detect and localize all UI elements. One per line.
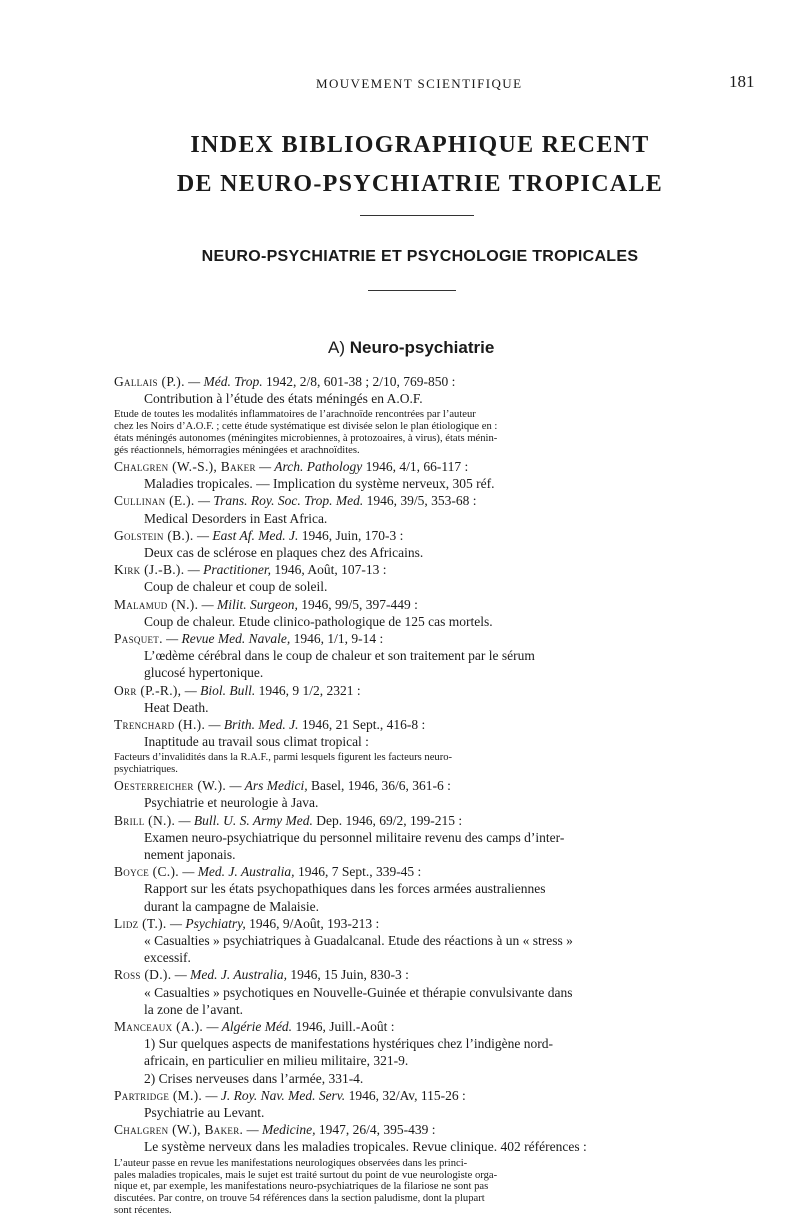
entry-title-line: Contribution à l’étude des états méningés en A.O.F. [144,391,423,407]
entry-author: Kirk (J.-B.). [114,562,185,578]
entry-heading [114,493,476,509]
entry-abstract-line: Etude de toutes les modalités inflammatoires de l’arachnoïde rencontrées par l’auteur [114,409,476,421]
entry-author: Chalgren (W.), Baker. [114,1122,244,1138]
entry-title-line: Psychiatrie et neurologie à Java. [144,795,319,811]
subtitle-divider [368,290,456,291]
entry-heading [114,778,451,794]
entry-author: Pasquet. [114,631,163,646]
entry-citation: 1946, 9 1/2, 2321 : [258,682,361,698]
entry-abstract-line: pales maladies tropicales, mais le sujet est traité surtout du point de vue neurologiste orga- [114,1169,498,1181]
entry-heading [114,1088,466,1104]
entry-author: Boyce (C.). [114,864,179,880]
entry-heading [114,967,409,983]
entry-citation: 1946, 15 Juin, 830-3 : [290,967,409,983]
subtitle: NEURO-PSYCHIATRIE ET PSYCHOLOGIE TROPICALES [201,248,639,265]
entry-journal: — Bull. U. S. Army Med. [178,812,313,828]
running-head: MOUVEMENT SCIENTIFIQUE [316,76,523,91]
entry-title-line: L’œdème cérébral dans le coup de chaleur et son traitement par le sérum [144,648,535,664]
entry-abstract-line: gés réactionnels, hémorragies méningées et arachnoïdites. [114,445,360,457]
entry-citation: 1946, 1/1, 9-14 : [293,631,384,646]
entry-journal: — Ars Medici, [229,778,308,794]
index-title-line-1: INDEX BIBLIOGRAPHIQUE RECENT [190,132,650,158]
entry-heading [114,864,421,880]
entry-author: Oesterreicher (W.). [114,778,227,794]
entry-author: Ross (D.). [114,967,172,983]
entry-journal: — East Af. Med. J. [196,527,299,543]
entry-heading [114,916,379,932]
entry-abstract-line: Facteurs d’invalidités dans la R.A.F., parmi lesquels figurent les facteurs neuro- [114,752,453,764]
entry-title-line: la zone de l’avant. [144,1001,243,1017]
entry-heading [114,683,361,699]
entry-title-line: Le système nerveux dans les maladies tropicales. Revue clinique. 402 références : [144,1139,587,1155]
entry-author: Chalgren (W.-S.), Baker [114,459,256,474]
entry-heading [114,631,383,647]
entry-citation: 1946, 32/Av, 115-26 : [348,1087,466,1103]
entry-author: Golstein (B.). [114,527,194,543]
entry-title-line: Rapport sur les états psychopathiques dans les forces armées australiennes [144,881,546,897]
entry-heading [114,1122,436,1138]
entry-citation: 1942, 2/8, 601-38 ; 2/10, 769-850 : [266,374,456,389]
entry-title-line: Examen neuro-psychiatrique du personnel militaire revenu des camps d’inter- [144,829,565,845]
entry-title-line: africain, en particulier en milieu militaire, 321-9. [144,1053,409,1069]
entry-journal: — Méd. Trop. [188,374,263,389]
entry-journal: — Med. J. Australia, [174,967,288,983]
section-letter: A) [328,338,345,357]
entry-title-line: « Casualties » psychiatriques à Guadalcanal. Etude des réactions à un « stress » [144,933,573,948]
entry-journal: — Medicine, [246,1122,316,1138]
entry-journal: — Brith. Med. J. [208,717,299,732]
entry-heading [114,813,462,829]
title-divider [360,215,474,216]
entry-heading [114,459,468,475]
entry-citation: Dep. 1946, 69/2, 199-215 : [316,812,463,828]
entry-title-line: 2) Crises nerveuses dans l’armée, 331-4. [144,1070,364,1086]
entry-journal: — Milit. Surgeon, [201,596,298,612]
entry-citation: 1946, Août, 107-13 : [274,562,387,578]
entry-title-line: Inaptitude au travail sous climat tropical : [144,734,369,750]
entry-abstract-line: états méningés autonomes (méningites microbiennes, à protozoaires, à virus), états ménin- [114,433,498,445]
entry-heading [114,528,403,544]
entry-title-line: Deux cas de sclérose en plaques chez des Africains. [144,545,424,560]
entry-title-line: glucosé hypertonique. [144,665,264,681]
entry-heading [114,717,425,733]
entry-author: Lidz (T.). [114,915,167,931]
entry-heading [114,597,418,613]
entry-citation: 1946, 21 Sept., 416-8 : [301,717,426,732]
entry-heading [114,562,387,578]
entry-title-line: Psychiatrie au Levant. [144,1105,265,1120]
entry-author: Malamud (N.). [114,596,199,612]
entry-journal: — Trans. Roy. Soc. Trop. Med. [197,493,364,509]
entry-author: Trenchard (H.). [114,717,206,732]
entry-journal: — Algérie Méd. [206,1019,293,1034]
entry-journal: — Arch. Pathology [259,459,363,474]
entry-title-line: « Casualties » psychotiques en Nouvelle-Guinée et thérapie convulsivante dans [144,984,573,1000]
entry-author: Partridge (M.). [114,1087,203,1103]
entry-title-line: 1) Sur quelques aspects de manifestations hystériques chez l’indigène nord- [144,1036,554,1052]
entry-abstract-line: discutées. Par contre, on trouve 54 références dans la section paludisme, dont la plupart [114,1193,485,1205]
entry-author: Manceaux (A.). [114,1019,204,1034]
entry-title-line: Maladies tropicales. — Implication du système nerveux, 305 réf. [144,476,495,492]
entry-title-line: Coup de chaleur et coup de soleil. [144,579,328,595]
entry-author: Brill (N.). [114,812,176,828]
section-name: Neuro-psychiatrie [349,338,495,357]
entry-author: Orr (P.-R.), [114,682,182,698]
entry-journal: — Psychiatry, [169,915,246,931]
entry-citation: Basel, 1946, 36/6, 361-6 : [310,778,451,794]
entry-abstract-line: sont récentes. [114,1205,172,1217]
entry-citation: 1946, 7 Sept., 339-45 : [297,864,422,880]
entry-abstract-line: L’auteur passe en revue les manifestations neurologiques observées dans les princi- [114,1157,468,1169]
entry-citation: 1946, 4/1, 66-117 : [365,459,469,474]
entry-citation: 1946, Juill.-Août : [295,1019,395,1034]
entry-title-line: durant la campagne de Malaisie. [144,898,320,914]
page-number: 181 [729,72,755,91]
entry-citation: 1946, Juin, 170-3 : [301,527,404,543]
entry-citation: 1946, 9/Août, 193-213 : [249,915,380,931]
entry-title-line: Heat Death. [144,699,209,715]
entry-citation: 1947, 26/4, 395-439 : [318,1122,436,1138]
entry-journal: — J. Roy. Nav. Med. Serv. [205,1087,346,1103]
entry-journal: — Biol. Bull. [184,682,256,698]
entry-journal: — Med. J. Australia, [182,864,295,880]
entry-heading [114,1019,394,1035]
entry-title-line: Coup de chaleur. Etude clinico-pathologique de 125 cas mortels. [144,613,493,629]
entry-title-line: nement japonais. [144,847,236,862]
index-title-line-2: DE NEURO-PSYCHIATRIE TROPICALE [176,171,664,197]
entry-journal: — Practitioner, [187,562,272,578]
entry-author: Gallais (P.). [114,374,185,389]
entry-abstract-line: chez les Noirs d’A.O.F. ; cette étude systématique est divisée selon le plan étiologique en : [114,421,498,433]
entry-abstract-line: nique et, par exemple, les manifestations neuro-psychiatriques de la filariose ne sont pas [114,1181,489,1193]
entry-journal: — Revue Med. Navale, [166,631,291,646]
section-heading [328,338,494,358]
entry-heading [114,374,455,390]
entry-citation: 1946, 39/5, 353-68 : [366,493,477,509]
entry-citation: 1946, 99/5, 397-449 : [301,596,418,612]
entry-title-line: excessif. [144,950,191,966]
entry-author: Cullinan (E.). [114,493,195,509]
entry-abstract-line: psychiatriques. [114,764,178,776]
entry-title-line: Medical Desorders in East Africa. [144,510,328,526]
